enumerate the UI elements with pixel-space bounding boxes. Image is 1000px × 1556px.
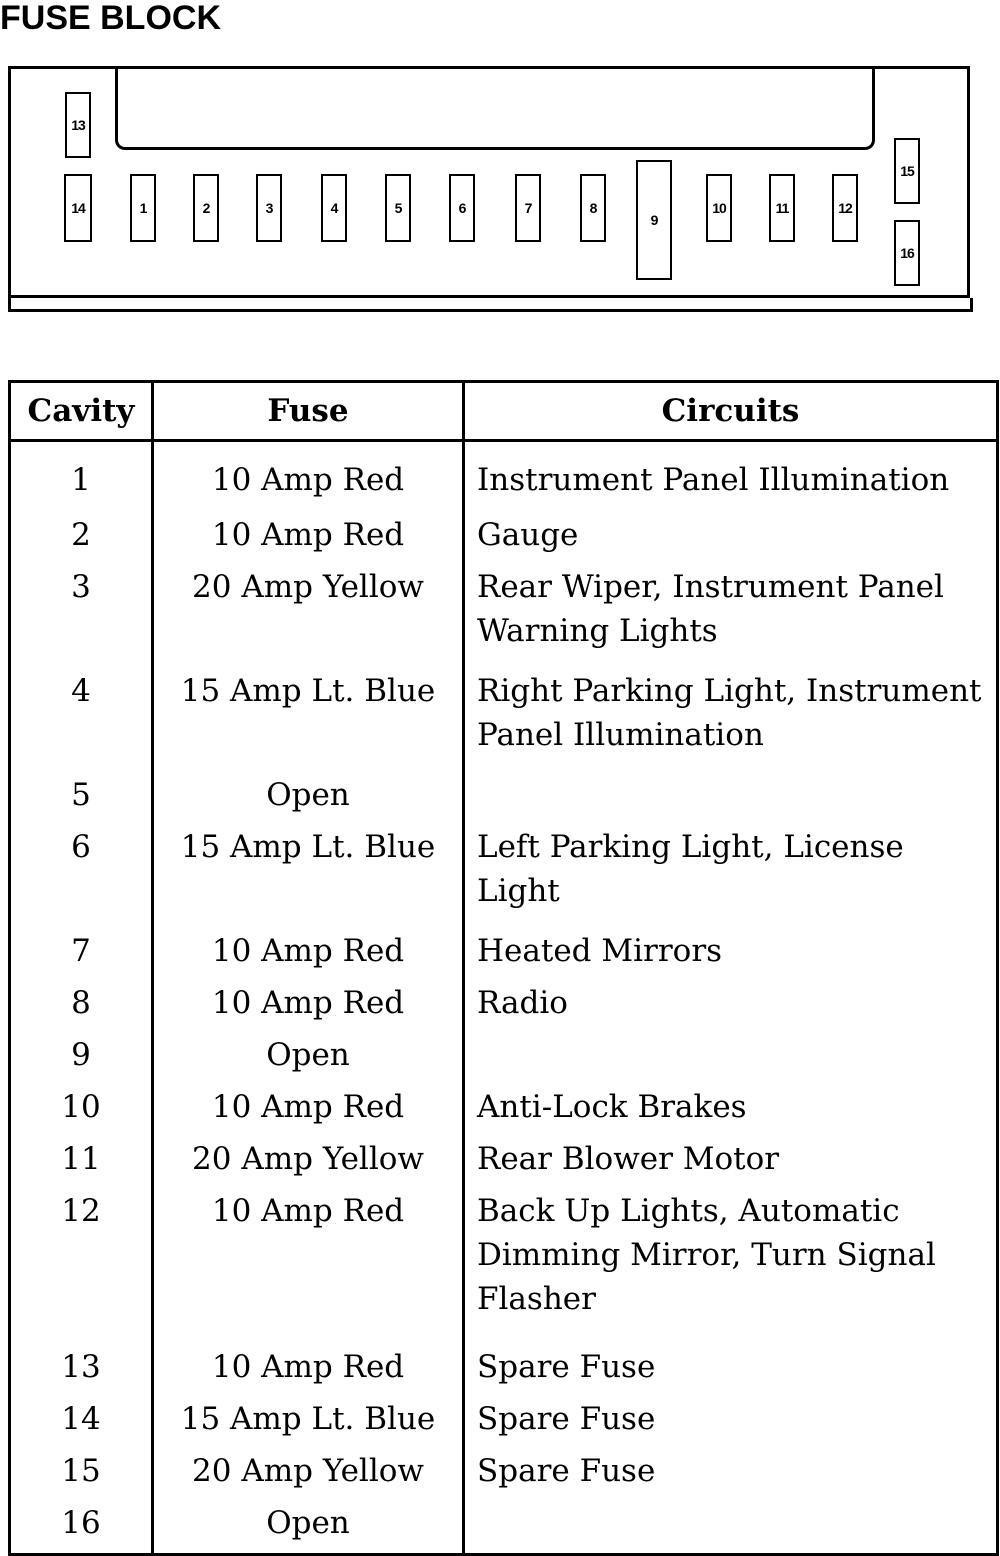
cell-circuits: Anti-Lock Brakes [464, 1085, 998, 1137]
cell-fuse: 10 Amp Red [153, 929, 464, 981]
cell-cavity: 3 [10, 565, 153, 669]
cell-cavity: 6 [10, 825, 153, 929]
cell-circuits: Spare Fuse [464, 1397, 998, 1449]
cell-cavity: 11 [10, 1137, 153, 1189]
table-header-row [10, 382, 998, 441]
table-row [10, 1137, 998, 1189]
fuse-slot-14: 14 [64, 174, 92, 242]
table-row [10, 1085, 998, 1137]
cell-circuits: Right Parking Light, Instrument Panel Illumination [464, 669, 998, 773]
cell-cavity: 12 [10, 1189, 153, 1345]
cell-circuits [464, 1033, 998, 1085]
cell-fuse: 10 Amp Red [153, 441, 464, 514]
cell-circuits: Rear Blower Motor [464, 1137, 998, 1189]
cell-cavity: 1 [10, 441, 153, 514]
fuse-slot-10: 10 [706, 174, 732, 242]
cell-fuse: 10 Amp Red [153, 513, 464, 565]
cell-fuse: Open [153, 1033, 464, 1085]
fuse-slot-12: 12 [832, 174, 858, 242]
cell-fuse: 15 Amp Lt. Blue [153, 669, 464, 773]
table-row [10, 565, 998, 669]
fuse-slot-8: 8 [580, 174, 606, 242]
table-row [10, 1189, 998, 1345]
cell-circuits: Instrument Panel Illumination [464, 441, 998, 514]
fuse-slot-11: 11 [769, 174, 795, 242]
table-row [10, 1397, 998, 1449]
cell-fuse: 20 Amp Yellow [153, 1137, 464, 1189]
header-fuse: Fuse [153, 382, 464, 441]
table-row [10, 929, 998, 981]
table-filler [10, 1553, 998, 1555]
cell-cavity: 9 [10, 1033, 153, 1085]
fuse-block-connector [115, 66, 875, 150]
cell-cavity: 4 [10, 669, 153, 773]
cell-fuse: 10 Amp Red [153, 1085, 464, 1137]
fuse-slot-1: 1 [130, 174, 156, 242]
cell-circuits [464, 1501, 998, 1553]
cell-circuits: Gauge [464, 513, 998, 565]
cell-circuits: Spare Fuse [464, 1449, 998, 1501]
fuse-slot-2: 2 [193, 174, 219, 242]
header-circuits: Circuits [464, 382, 998, 441]
table-row [10, 1033, 998, 1085]
cell-cavity: 10 [10, 1085, 153, 1137]
cell-circuits: Back Up Lights, Automatic Dimming Mirror, Turn Signal Flasher [464, 1189, 998, 1345]
table-row [10, 773, 998, 825]
cell-cavity: 15 [10, 1449, 153, 1501]
cell-circuits: Left Parking Light, License Light [464, 825, 998, 929]
cell-cavity: 2 [10, 513, 153, 565]
cell-cavity: 16 [10, 1501, 153, 1553]
table-row [10, 1501, 998, 1553]
cell-fuse: 10 Amp Red [153, 1189, 464, 1345]
cell-fuse: 10 Amp Red [153, 981, 464, 1033]
table-row [10, 441, 998, 514]
cell-fuse: 15 Amp Lt. Blue [153, 1397, 464, 1449]
table-row [10, 1449, 998, 1501]
fuse-slot-13: 13 [65, 92, 91, 158]
fuse-table [8, 380, 999, 1556]
cell-fuse: 10 Amp Red [153, 1345, 464, 1397]
filler-cell [153, 1553, 464, 1555]
table-row [10, 513, 998, 565]
fuse-slot-4: 4 [321, 174, 347, 242]
cell-fuse: Open [153, 773, 464, 825]
table-row [10, 825, 998, 929]
cell-fuse: 20 Amp Yellow [153, 565, 464, 669]
fuse-slot-7: 7 [515, 174, 541, 242]
filler-cell [464, 1553, 998, 1555]
cell-cavity: 5 [10, 773, 153, 825]
fuse-block-base [8, 298, 973, 312]
filler-cell [10, 1553, 153, 1555]
cell-fuse: 15 Amp Lt. Blue [153, 825, 464, 929]
page-title: FUSE BLOCK [0, 0, 221, 37]
fuse-slot-5: 5 [385, 174, 411, 242]
fuse-slot-9: 9 [636, 160, 672, 280]
cell-circuits [464, 773, 998, 825]
cell-circuits: Radio [464, 981, 998, 1033]
table-row [10, 981, 998, 1033]
cell-cavity: 14 [10, 1397, 153, 1449]
table-row [10, 1345, 998, 1397]
fuse-slot-15: 15 [894, 138, 920, 204]
cell-circuits: Spare Fuse [464, 1345, 998, 1397]
cell-cavity: 8 [10, 981, 153, 1033]
cell-cavity: 13 [10, 1345, 153, 1397]
fuse-slot-3: 3 [256, 174, 282, 242]
cell-circuits: Rear Wiper, Instrument Panel Warning Lights [464, 565, 998, 669]
fuse-slot-16: 16 [894, 220, 920, 286]
cell-fuse: Open [153, 1501, 464, 1553]
table-row [10, 669, 998, 773]
header-cavity: Cavity [10, 382, 153, 441]
fuse-slot-6: 6 [449, 174, 475, 242]
cell-fuse: 20 Amp Yellow [153, 1449, 464, 1501]
cell-circuits: Heated Mirrors [464, 929, 998, 981]
cell-cavity: 7 [10, 929, 153, 981]
